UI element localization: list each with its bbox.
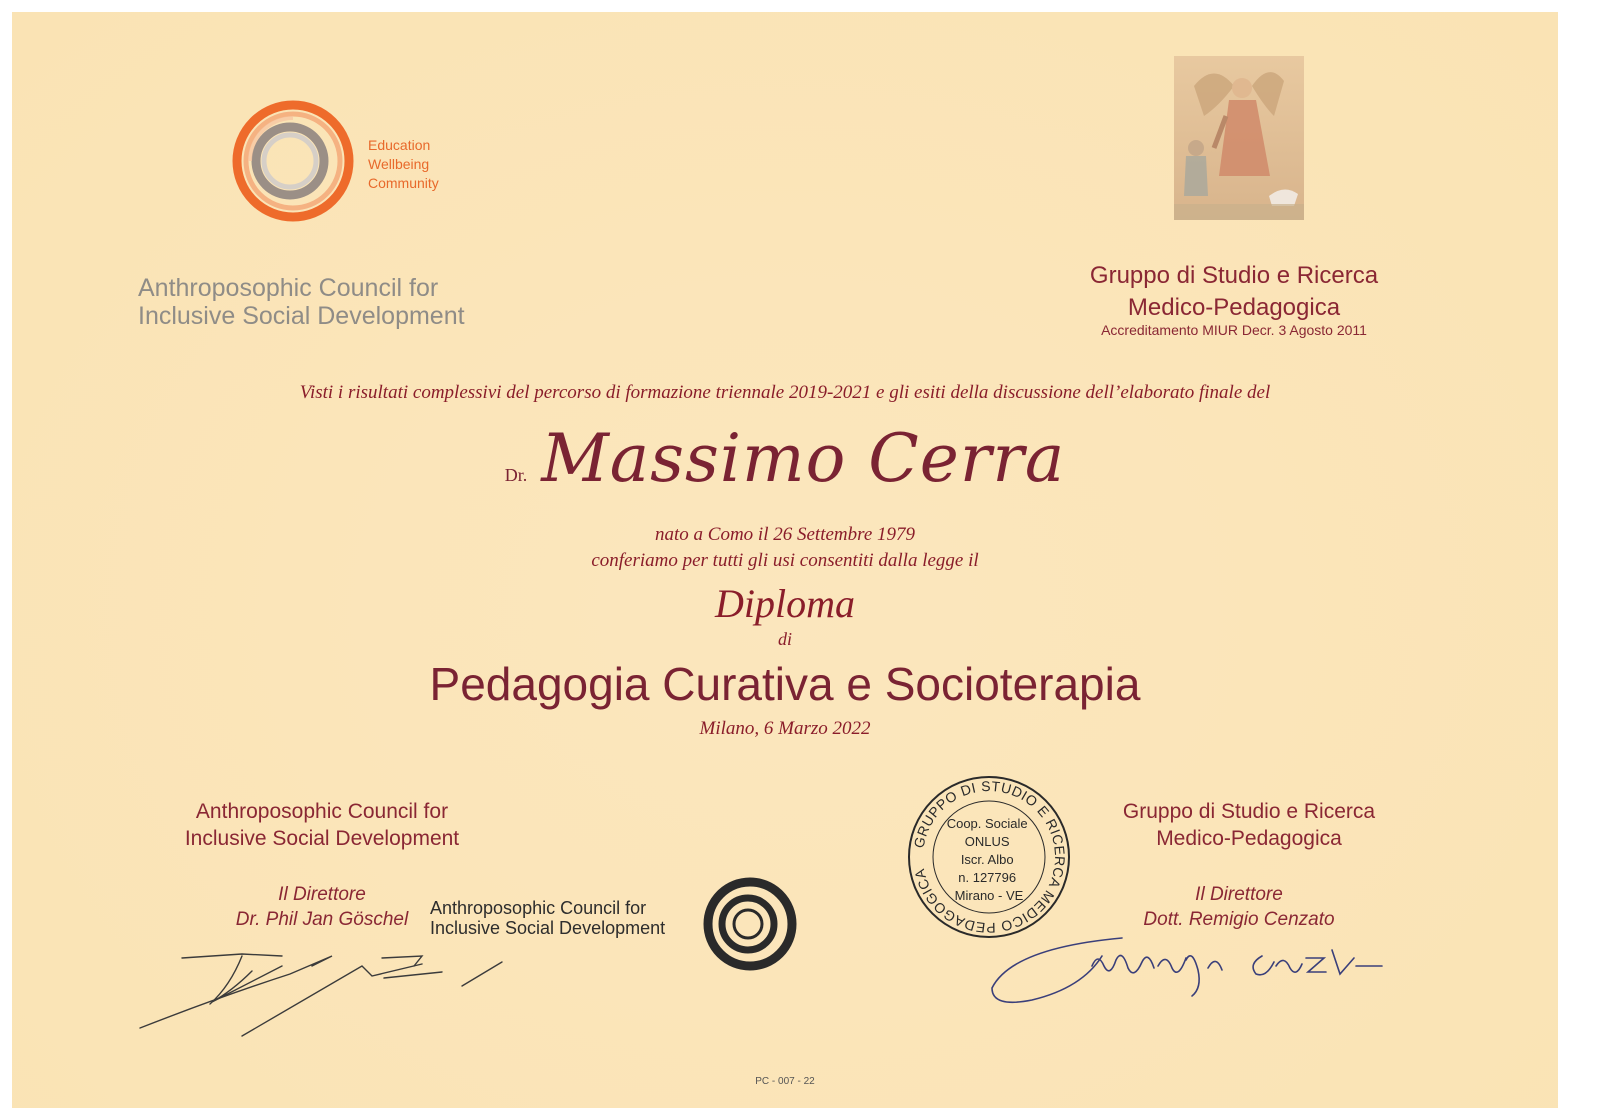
tagline-wellbeing: Wellbeing — [368, 156, 430, 172]
angel-fresco-image — [1174, 56, 1304, 220]
birth-and-conferral — [12, 522, 1558, 574]
tagline-community: Community — [368, 175, 439, 191]
preamble-text: Visti i risultati complessivi del percorso di formazione triennale 2019-2021 e gli esiti della discussione dell’elaborato finale del — [299, 382, 1271, 403]
org-name-line2: Inclusive Social Development — [138, 302, 465, 330]
logo-tagline — [368, 136, 439, 193]
org-name-top — [138, 274, 465, 330]
seal-ring-text: GRUPPO DI STUDIO E RICERCA MEDICO PEDAGOGICA — [910, 777, 1069, 937]
right-signatory-org — [1084, 798, 1414, 852]
right-signature-image — [972, 908, 1412, 1008]
left-stamp-logo-icon — [702, 876, 798, 972]
document-code: PC - 007 - 22 — [755, 1076, 815, 1087]
seal-line-4: n. 127796 — [958, 870, 1017, 885]
svg-text:Coop. Sociale ONLUS — [947, 816, 1032, 903]
diploma-heading: Diploma — [715, 581, 855, 626]
course-title: Pedagogia Curativa e Socioterapia — [429, 658, 1141, 710]
seal-line-5: Mirano - VE — [954, 888, 1024, 903]
right-org-line1: Gruppo di Studio e Ricerca — [1122, 800, 1376, 823]
left-director — [192, 882, 452, 932]
accreditation-text: Accreditamento MIUR Decr. 3 Agosto 2011 — [1101, 322, 1367, 338]
partner-name-top — [1064, 260, 1404, 324]
partner-name-line2: Medico-Pedagogica — [1127, 294, 1341, 321]
left-stamp-line1: Anthroposophic Council for — [430, 898, 647, 918]
left-director-name: Dr. Phil Jan Göschel — [235, 909, 409, 930]
seal-line-1: Coop. Sociale — [946, 816, 1028, 831]
diploma-sheet — [12, 12, 1558, 1108]
left-stamp-text — [430, 898, 665, 938]
right-org-line2: Medico-Pedagogica — [1156, 827, 1342, 850]
left-stamp-line2: Inclusive Social Development — [430, 918, 666, 938]
left-signatory-org — [142, 798, 502, 852]
title-prefix: Dr. — [504, 465, 528, 485]
org-name-line1: Anthroposophic Council for — [138, 274, 439, 302]
conferral-text: conferiamo per tutti gli usi consentiti dalla legge il — [591, 550, 979, 571]
left-director-role: Il Direttore — [278, 884, 366, 905]
left-signature-image — [122, 936, 522, 1046]
seal-line-2: ONLUS — [964, 834, 1010, 849]
left-org-line2: Inclusive Social Development — [184, 827, 460, 850]
place-date: Milano, 6 Marzo 2022 — [699, 718, 871, 739]
acisd-logo-icon — [230, 98, 356, 224]
partner-name-line1: Gruppo di Studio e Ricerca — [1089, 262, 1379, 289]
tagline-education: Education — [368, 137, 431, 153]
recipient-name: Massimo Cerra — [541, 420, 1066, 497]
recipient-row — [12, 420, 1558, 497]
diploma-di: di — [777, 629, 792, 649]
left-org-line1: Anthroposophic Council for — [195, 800, 449, 823]
right-director-role: Il Direttore — [1195, 884, 1283, 905]
birth-text: nato a Como il 26 Settembre 1979 — [655, 524, 915, 545]
seal-line-3: Iscr. Albo — [960, 852, 1014, 867]
right-director-name: Dott. Remigio Cenzato — [1143, 909, 1335, 930]
